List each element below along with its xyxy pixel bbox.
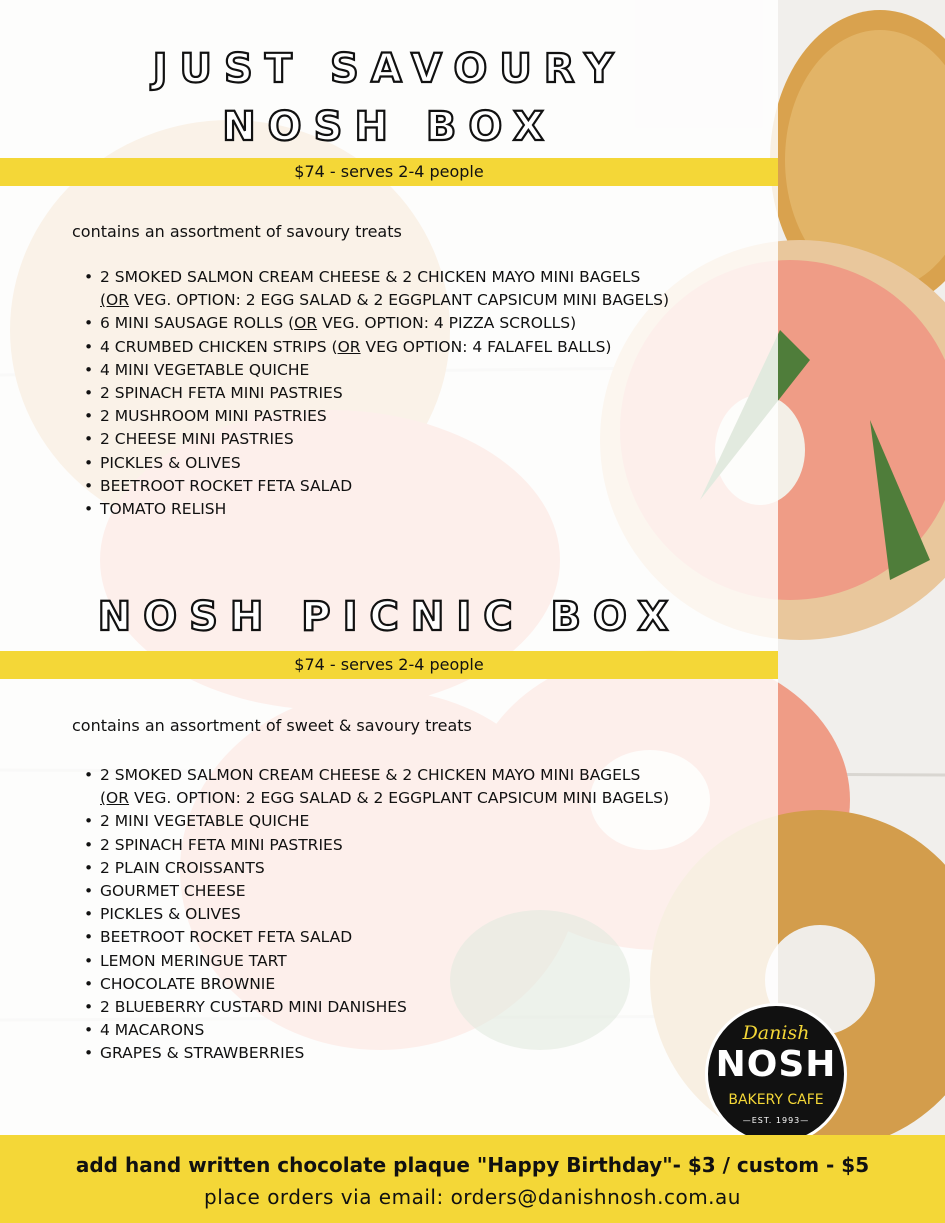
list-item — [82, 289, 772, 312]
list-item-text: 4 MINI VEGETABLE QUICHE — [100, 360, 310, 379]
list-item — [82, 1019, 772, 1042]
list-item — [82, 950, 772, 973]
list-item-text: 2 BLUEBERRY CUSTARD MINI DANISHES — [100, 998, 407, 1017]
list-item — [82, 452, 772, 475]
list-item-text: PICKLES & OLIVES — [100, 453, 241, 472]
list-item-text: 2 CHEESE MINI PASTRIES — [100, 430, 294, 449]
list-item-text: 2 SMOKED SALMON CREAM CHEESE & 2 CHICKEN MAYO MINI BAGELS — [100, 766, 641, 784]
logo-subtitle-text: BAKERY CAFE — [728, 1092, 824, 1108]
logo-brand-text: NOSH — [715, 1044, 837, 1085]
footer-bar — [0, 1135, 945, 1223]
list-item — [82, 359, 772, 382]
list-item — [82, 266, 772, 289]
list-item — [82, 973, 772, 996]
list-item — [82, 903, 772, 926]
logo-est-text: —EST. 1993— — [742, 1116, 810, 1125]
list-item — [82, 1042, 772, 1065]
logo-script-text: Danish — [742, 1022, 810, 1044]
list-item-text: GRAPES & STRAWBERRIES — [100, 1044, 305, 1063]
list-item — [82, 312, 772, 335]
list-item-text: BEETROOT ROCKET FETA SALAD — [100, 476, 353, 495]
list-item-text: 2 SMOKED SALMON CREAM CHEESE & 2 CHICKEN MAYO MINI BAGELS — [100, 268, 641, 286]
list-item-text: 4 CRUMBED CHICKEN STRIPS ( — [100, 337, 338, 356]
list-item — [82, 428, 772, 451]
list-item-text: 4 MACARONS — [100, 1021, 205, 1040]
box2-item-list — [82, 764, 772, 1066]
list-item-text: 2 SPINACH FETA MINI PASTRIES — [100, 835, 343, 854]
list-item — [82, 857, 772, 880]
box1-title-line2: NOSH BOX — [222, 104, 556, 150]
list-item — [82, 926, 772, 949]
list-item — [82, 787, 772, 810]
list-item-text: 2 MUSHROOM MINI PASTRIES — [100, 407, 327, 426]
list-item-text: GOURMET CHEESE — [100, 882, 246, 901]
list-item-text: VEG. OPTION: 4 PIZZA SCROLLS) — [317, 314, 577, 333]
list-item-text: BEETROOT ROCKET FETA SALAD — [100, 928, 353, 947]
box1-title-line1: JUST SAVOURY — [152, 46, 626, 92]
plaque-offer-text: add hand written chocolate plaque "Happy Birthday"- $3 / custom - $5 — [75, 1153, 870, 1177]
box2-title: NOSH PICNIC BOX — [97, 594, 681, 640]
list-item — [82, 996, 772, 1019]
list-item-text: 2 PLAIN CROISSANTS — [100, 858, 265, 877]
list-item — [82, 336, 772, 359]
box1-intro-text: contains an assortment of savoury treats — [72, 222, 402, 241]
order-email-text: place orders via email: orders@danishnosh.com.au — [204, 1185, 741, 1209]
list-item — [82, 834, 772, 857]
box1-price-bar: $74 - serves 2-4 people — [0, 158, 778, 186]
list-item — [82, 382, 772, 405]
list-item — [82, 498, 772, 521]
list-item — [82, 475, 772, 498]
list-item-text: VEG. OPTION: 2 EGG SALAD & 2 EGGPLANT CAPSICUM MINI BAGELS) — [129, 789, 669, 808]
list-item-text: 2 SPINACH FETA MINI PASTRIES — [100, 384, 343, 403]
list-item-text: CHOCOLATE BROWNIE — [100, 974, 276, 993]
option-underline-text: OR — [294, 314, 318, 333]
list-item — [82, 405, 772, 428]
list-item-text: 6 MINI SAUSAGE ROLLS ( — [100, 314, 295, 333]
list-item-text: TOMATO RELISH — [100, 500, 227, 519]
list-item-text: PICKLES & OLIVES — [100, 905, 241, 924]
option-underline-text: (OR — [100, 789, 130, 808]
box1-item-list — [82, 266, 772, 521]
list-item-text: VEG. OPTION: 2 EGG SALAD & 2 EGGPLANT CAPSICUM MINI BAGELS) — [129, 291, 669, 310]
option-underline-text: (OR — [100, 291, 130, 310]
option-underline-text: OR — [337, 337, 361, 356]
list-item — [82, 810, 772, 833]
list-item-text: 2 MINI VEGETABLE QUICHE — [100, 812, 310, 831]
box2-price-bar: $74 - serves 2-4 people — [0, 651, 778, 679]
list-item — [82, 764, 772, 787]
danish-nosh-logo — [705, 1003, 847, 1145]
box2-intro-text: contains an assortment of sweet & savoury treats — [72, 716, 472, 735]
list-item-text: LEMON MERINGUE TART — [100, 951, 287, 970]
list-item-text: VEG OPTION: 4 FALAFEL BALLS) — [360, 337, 612, 356]
list-item — [82, 880, 772, 903]
